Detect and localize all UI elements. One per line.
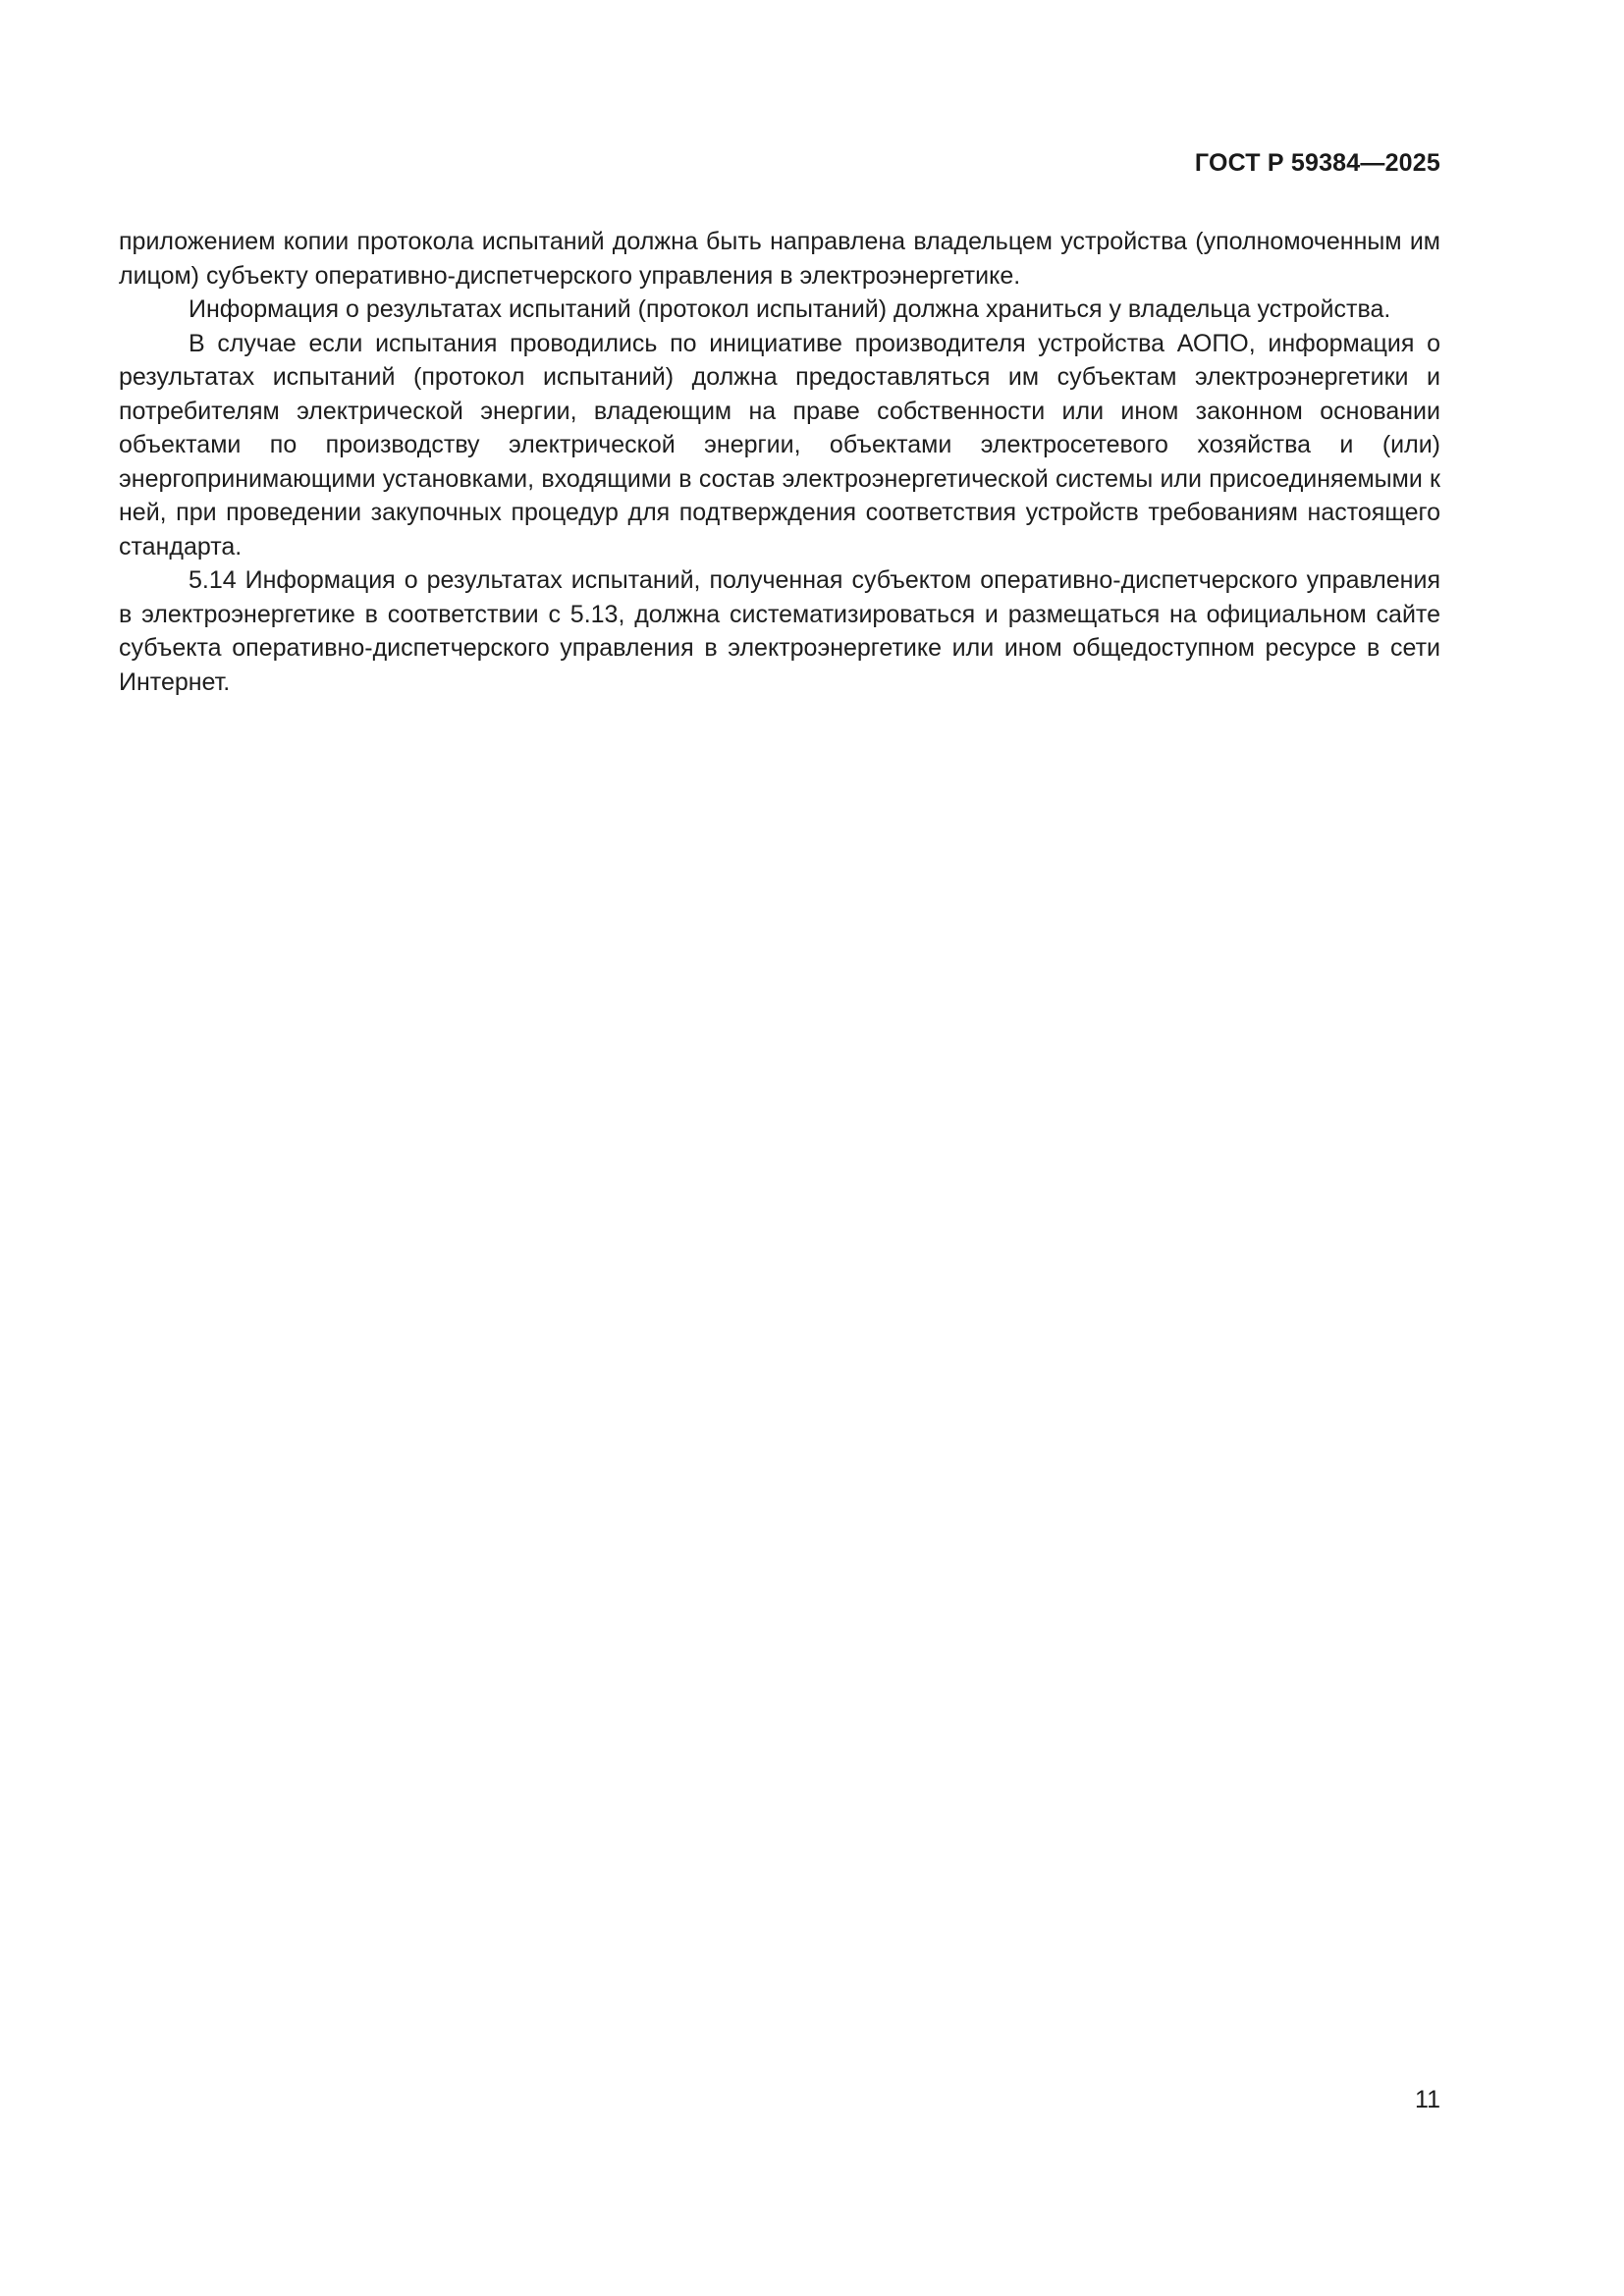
- body-text: [119, 225, 1440, 699]
- paragraph-manufacturer-tests: В случае если испытания проводились по инициативе производителя устройства АОПО, информация о результатах испытаний (протокол испытаний) должна предоставляться им субъектам электроэнергетики и потребителям электрической энергии, владеющим на праве собственности или ином законном основании объектами по производству электрической энергии, объектами электросетевого хозяйства и (или) энергопринимающими установками, входящими в состав электроэнергетической системы или присоединяемыми к ней, при проведении закупочных процедур для подтверждения соответствия устройств требованиям настоящего стандарта.: [119, 329, 1440, 561]
- paragraph-storage: Информация о результатах испытаний (протокол испытаний) должна храниться у владельца устройства.: [189, 295, 1391, 323]
- page-number: 11: [1415, 2086, 1440, 2113]
- paragraph-continuation: приложением копии протокола испытаний должна быть направлена владельцем устройства (уполномоченным им лицом) субъекту оперативно-диспетчерского управления в электроэнергетике.: [119, 228, 1440, 290]
- paragraph-clause-5-14: 5.14 Информация о результатах испытаний, полученная субъектом оперативно-диспетчерского управления в электроэнергетике в соответствии с 5.13, должна систематизироваться и размещаться на официальном сайте субъекта оперативно-диспетчерского управления в электроэнергетике или ином общедоступном ресурсе в сети Интернет.: [119, 566, 1440, 696]
- document-code-header: ГОСТ Р 59384—2025: [1194, 149, 1440, 177]
